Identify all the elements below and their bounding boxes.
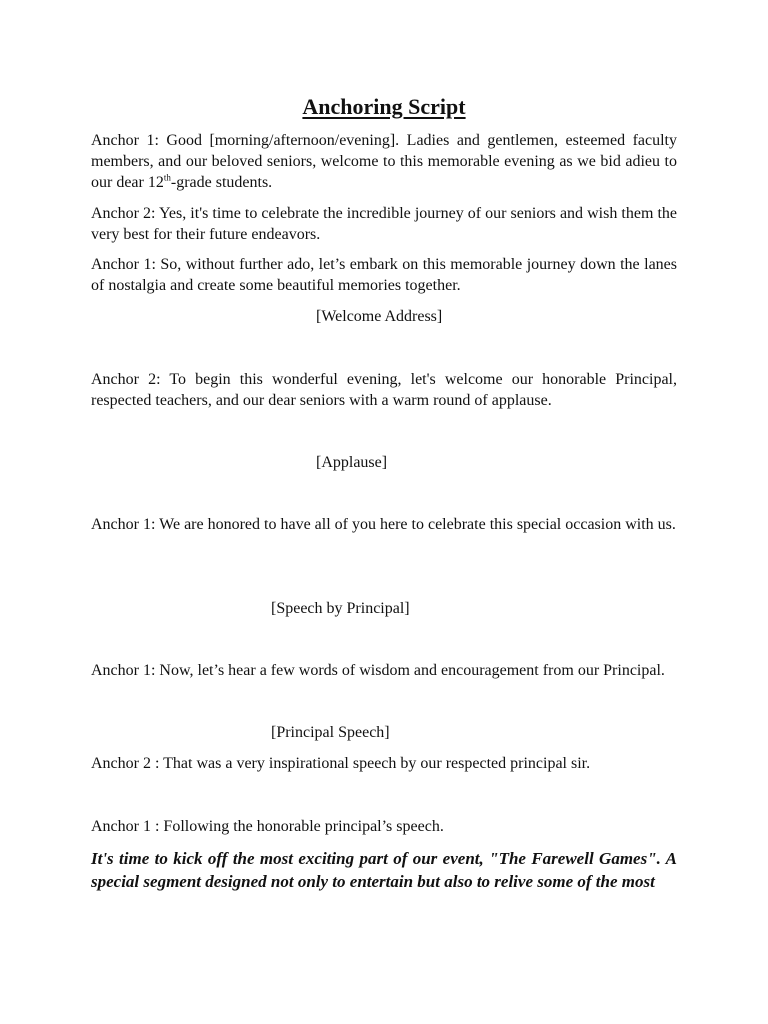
paragraph-text-end: -grade students. — [170, 174, 273, 191]
cue-principal-speech: [Principal Speech] — [271, 724, 390, 741]
superscript-th: th — [163, 172, 171, 183]
paragraph-farewell-games: It's time to kick off the most exciting part of our event, "The Farewell Games". A special segment designed not only to entertain but also to relive some of the most — [91, 849, 677, 891]
paragraph-anchor2-inspirational: Anchor 2 : That was a very inspirational speech by our respected principal sir. — [91, 755, 591, 772]
paragraph-anchor1-wisdom: Anchor 1: Now, let’s hear a few words of wisdom and encouragement from our Principal. — [91, 662, 665, 679]
paragraph-text: Anchor 1: Good [morning/afternoon/evening]. Ladies and gentlemen, esteemed faculty members, and our beloved seniors, welcome to this memorable evening as we bid adieu to our dear 12 — [91, 132, 677, 191]
cue-applause: [Applause] — [316, 454, 388, 471]
paragraph-anchor1-following: Anchor 1 : Following the honorable principal’s speech. — [91, 818, 444, 835]
paragraph-anchor2-celebrate: Anchor 2: Yes, it's time to celebrate the incredible journey of our seniors and wish them the very best for their future endeavors. — [91, 205, 677, 243]
document-title: Anchoring Script — [302, 94, 466, 119]
paragraph-anchor1-nostalgia: Anchor 1: So, without further ado, let’s embark on this memorable journey down the lanes of nostalgia and create some beautiful memories together. — [91, 256, 677, 294]
paragraph-anchor1-welcome — [91, 130, 677, 193]
cue-welcome-address: [Welcome Address] — [316, 308, 443, 325]
paragraph-anchor1-honored: Anchor 1: We are honored to have all of you here to celebrate this special occasion with us. — [91, 516, 676, 533]
cue-speech-by-principal: [Speech by Principal] — [271, 600, 410, 617]
paragraph-anchor2-applause: Anchor 2: To begin this wonderful evening, let's welcome our honorable Principal, respected teachers, and our dear seniors with a warm round of applause. — [91, 371, 677, 409]
